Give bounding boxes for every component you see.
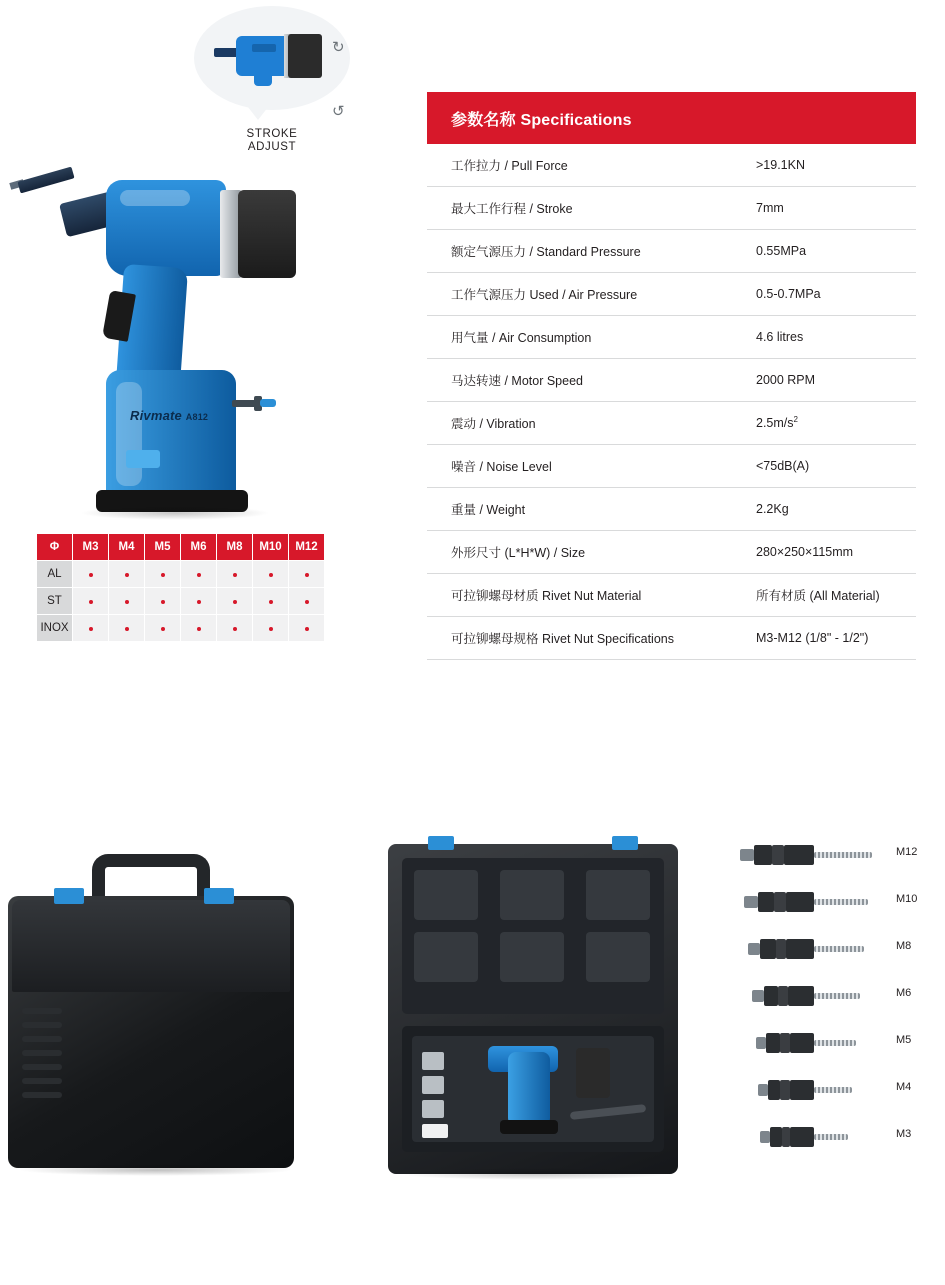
mandrel-tip: [740, 849, 754, 861]
mandrel-nut: [760, 939, 776, 959]
support-dot: [125, 627, 129, 631]
matrix-dot-cell: [253, 588, 289, 615]
matrix-dot-cell: [109, 615, 145, 642]
matrix-dot-cell: [289, 615, 325, 642]
matrix-row-label: ST: [37, 588, 73, 615]
support-dot: [197, 573, 201, 577]
support-dot: [233, 627, 237, 631]
matrix-dot-cell: [109, 561, 145, 588]
rotate-counterclockwise-icon: ↺: [332, 103, 345, 120]
callout-pointer: [244, 102, 272, 120]
case-shadow: [18, 1164, 294, 1176]
mandrel-nut: [764, 986, 778, 1006]
spec-key: 用气量 / Air Consumption: [427, 316, 742, 359]
callout-label-line2: ADJUST: [247, 141, 297, 153]
matrix-header-cell-7: M12: [289, 534, 325, 561]
spec-value: [742, 402, 916, 445]
carrying-case-closed-illustration: [8, 838, 304, 1178]
support-dot: [269, 573, 273, 577]
case-open-latch-right: [612, 836, 638, 850]
mandrel-nut: [770, 1127, 782, 1147]
matrix-dot-cell: [289, 588, 325, 615]
tool-tank-highlight: [116, 382, 142, 486]
case-open-latch-left: [428, 836, 454, 850]
mandrel-nut: [766, 1033, 780, 1053]
spec-key: 额定气源压力 / Standard Pressure: [427, 230, 742, 273]
callout-label-line1: STROKE: [246, 128, 298, 140]
mandrel-body: [790, 1080, 814, 1100]
case-open-shadow: [398, 1168, 670, 1180]
matrix-header-cell-0: Φ: [37, 534, 73, 561]
table-row: [427, 359, 916, 402]
tool-tank-window: [126, 450, 160, 468]
mandrel-collar: [780, 1080, 790, 1100]
tool-motor-barrel: [238, 190, 296, 278]
carrying-case-open-illustration: [388, 830, 688, 1178]
matrix-dot-cell: [217, 561, 253, 588]
matrix-dot-cell: [145, 588, 181, 615]
specifications-table: [427, 144, 916, 660]
mandrel-row: [730, 926, 930, 973]
spec-value: M3-M12 (1/8" - 1/2"): [742, 617, 916, 660]
spec-key: 最大工作行程 / Stroke: [427, 187, 742, 230]
mandrel-row: [730, 973, 930, 1020]
support-dot: [305, 600, 309, 604]
case-lid: [12, 900, 290, 992]
mandrel-threaded-stud: [814, 1134, 848, 1140]
mandrel-size-label: M5: [896, 1034, 912, 1046]
case-spare-barrel: [576, 1048, 610, 1098]
mandrel-row: [730, 1067, 930, 1114]
support-dot: [161, 627, 165, 631]
spec-value-text: 2.5m/s: [756, 416, 794, 431]
size-compatibility-matrix: [36, 533, 325, 642]
mandrel-body: [786, 939, 814, 959]
support-dot: [305, 627, 309, 631]
mandrel-tip: [748, 943, 760, 955]
mandrel-threaded-stud: [814, 1087, 852, 1093]
support-dot: [305, 573, 309, 577]
spec-value: 7mm: [742, 187, 916, 230]
accessories-section: [0, 800, 945, 1220]
tool-nose-piece: [17, 167, 74, 194]
support-dot: [233, 600, 237, 604]
spec-key: 可拉铆螺母材质 Rivet Nut Material: [427, 574, 742, 617]
spec-value: >19.1KN: [742, 144, 916, 187]
case-tool-body: [508, 1052, 550, 1126]
support-dot: [197, 627, 201, 631]
table-row: [427, 488, 916, 531]
case-handle: [92, 854, 210, 900]
matrix-header-cell-1: M3: [73, 534, 109, 561]
stroke-adjust-callout: [186, 6, 358, 156]
mandrel-body: [784, 845, 814, 865]
spec-value: 2000 RPM: [742, 359, 916, 402]
matrix-header-cell-4: M6: [181, 534, 217, 561]
table-row: [427, 230, 916, 273]
matrix-dot-cell: [181, 588, 217, 615]
rivet-nut-tool-illustration: [10, 150, 300, 520]
mandrel-nut: [754, 845, 772, 865]
matrix-header-cell-3: M5: [145, 534, 181, 561]
spec-value: 0.55MPa: [742, 230, 916, 273]
support-dot: [197, 600, 201, 604]
tool-head-highlight: [120, 190, 190, 206]
support-dot: [269, 627, 273, 631]
spec-key: 马达转速 / Motor Speed: [427, 359, 742, 402]
spec-key: 震动 / Vibration: [427, 402, 742, 445]
spec-value: 2.2Kg: [742, 488, 916, 531]
model-name: A812: [185, 412, 209, 422]
mandrel-set-illustration: [730, 832, 930, 1180]
mandrel-tip: [756, 1037, 766, 1049]
nozzle-set-in-case: [422, 1052, 478, 1132]
mandrel-tip: [758, 1084, 768, 1096]
mandrel-size-label: M3: [896, 1128, 912, 1140]
matrix-header-cell-2: M4: [109, 534, 145, 561]
mandrel-nut: [758, 892, 774, 912]
case-lid-pads: [414, 870, 652, 1002]
spec-value: 280×250×115mm: [742, 531, 916, 574]
tool-shadow: [80, 506, 270, 520]
matrix-dot-cell: [181, 615, 217, 642]
mandrel-collar: [780, 1033, 790, 1053]
mandrel-collar: [776, 939, 786, 959]
support-dot: [125, 600, 129, 604]
matrix-dot-cell: [109, 588, 145, 615]
table-row: [427, 316, 916, 359]
mandrel-size-label: M10: [896, 893, 918, 905]
spec-value: 所有材质 (All Material): [742, 574, 916, 617]
mandrel-collar: [774, 892, 786, 912]
support-dot: [161, 600, 165, 604]
spec-key: 重量 / Weight: [427, 488, 742, 531]
spec-value: 4.6 litres: [742, 316, 916, 359]
specifications-panel: [427, 92, 916, 660]
support-dot: [161, 573, 165, 577]
mandrel-body: [790, 1033, 814, 1053]
support-dot: [269, 600, 273, 604]
table-row: [37, 561, 325, 588]
mandrel-row: [730, 1114, 930, 1161]
mandrel-size-label: M8: [896, 940, 912, 952]
mandrel-threaded-stud: [814, 899, 868, 905]
mandrel-collar: [778, 986, 788, 1006]
mandrel-body: [786, 892, 814, 912]
matrix-dot-cell: [73, 561, 109, 588]
table-row: [427, 617, 916, 660]
support-dot: [89, 627, 93, 631]
mandrel-size-label: M12: [896, 846, 918, 858]
spec-value: <75dB(A): [742, 445, 916, 488]
table-row: [427, 144, 916, 187]
matrix-row-label: INOX: [37, 615, 73, 642]
mandrel-threaded-stud: [814, 852, 872, 858]
table-row: [427, 402, 916, 445]
brand-name: Rivmate: [130, 408, 182, 423]
spec-key: 外形尺寸 (L*H*W) / Size: [427, 531, 742, 574]
table-row: [427, 531, 916, 574]
table-row: [427, 187, 916, 230]
table-row: [37, 615, 325, 642]
mandrel-size-label: M6: [896, 987, 912, 999]
matrix-header-row: [37, 534, 325, 561]
callout-tool-illustration: [214, 26, 345, 120]
matrix-header-cell-5: M8: [217, 534, 253, 561]
mandrel-tip: [744, 896, 758, 908]
spec-key: 可拉铆螺母规格 Rivet Nut Specifications: [427, 617, 742, 660]
mandrel-collar: [772, 845, 784, 865]
mandrel-body: [790, 1127, 814, 1147]
support-dot: [233, 573, 237, 577]
mandrel-size-label: M4: [896, 1081, 912, 1093]
mandrel-nut: [768, 1080, 780, 1100]
mandrel-row: [730, 879, 930, 926]
rotate-clockwise-icon: ↻: [332, 39, 345, 56]
support-dot: [125, 573, 129, 577]
matrix-row-label: AL: [37, 561, 73, 588]
mandrel-tip: [752, 990, 764, 1002]
mandrel-collar: [782, 1127, 790, 1147]
matrix-dot-cell: [73, 615, 109, 642]
mini-motor-barrel: [288, 34, 322, 78]
spec-value-superscript: 2: [793, 415, 798, 425]
matrix-dot-cell: [181, 561, 217, 588]
matrix-dot-cell: [145, 561, 181, 588]
spec-key: 工作拉力 / Pull Force: [427, 144, 742, 187]
mandrel-row: [730, 1020, 930, 1067]
mandrel-tip: [760, 1131, 770, 1143]
case-tool-base: [500, 1120, 558, 1134]
air-inlet-fitting: [232, 396, 276, 412]
support-dot: [89, 573, 93, 577]
case-latch-left: [54, 888, 84, 904]
matrix-dot-cell: [253, 615, 289, 642]
mandrel-threaded-stud: [814, 1040, 856, 1046]
matrix-dot-cell: [217, 615, 253, 642]
mandrel-body: [788, 986, 814, 1006]
spec-key: 工作气源压力 Used / Air Pressure: [427, 273, 742, 316]
mandrel-threaded-stud: [814, 993, 860, 999]
specifications-title: 参数名称 Specifications: [427, 92, 916, 144]
mini-grip: [254, 70, 272, 86]
table-row: [427, 445, 916, 488]
brand-logo: [130, 408, 230, 423]
matrix-dot-cell: [145, 615, 181, 642]
case-latch-right: [204, 888, 234, 904]
matrix-header-cell-6: M10: [253, 534, 289, 561]
mandrel-row: [730, 832, 930, 879]
matrix-dot-cell: [289, 561, 325, 588]
spec-value: 0.5-0.7MPa: [742, 273, 916, 316]
matrix-dot-cell: [73, 588, 109, 615]
case-side-ribs: [22, 1008, 62, 1120]
spec-key: 噪音 / Noise Level: [427, 445, 742, 488]
table-row: [427, 273, 916, 316]
matrix-dot-cell: [217, 588, 253, 615]
matrix-dot-cell: [253, 561, 289, 588]
table-row: [37, 588, 325, 615]
support-dot: [89, 600, 93, 604]
mandrel-threaded-stud: [814, 946, 864, 952]
table-row: [427, 574, 916, 617]
